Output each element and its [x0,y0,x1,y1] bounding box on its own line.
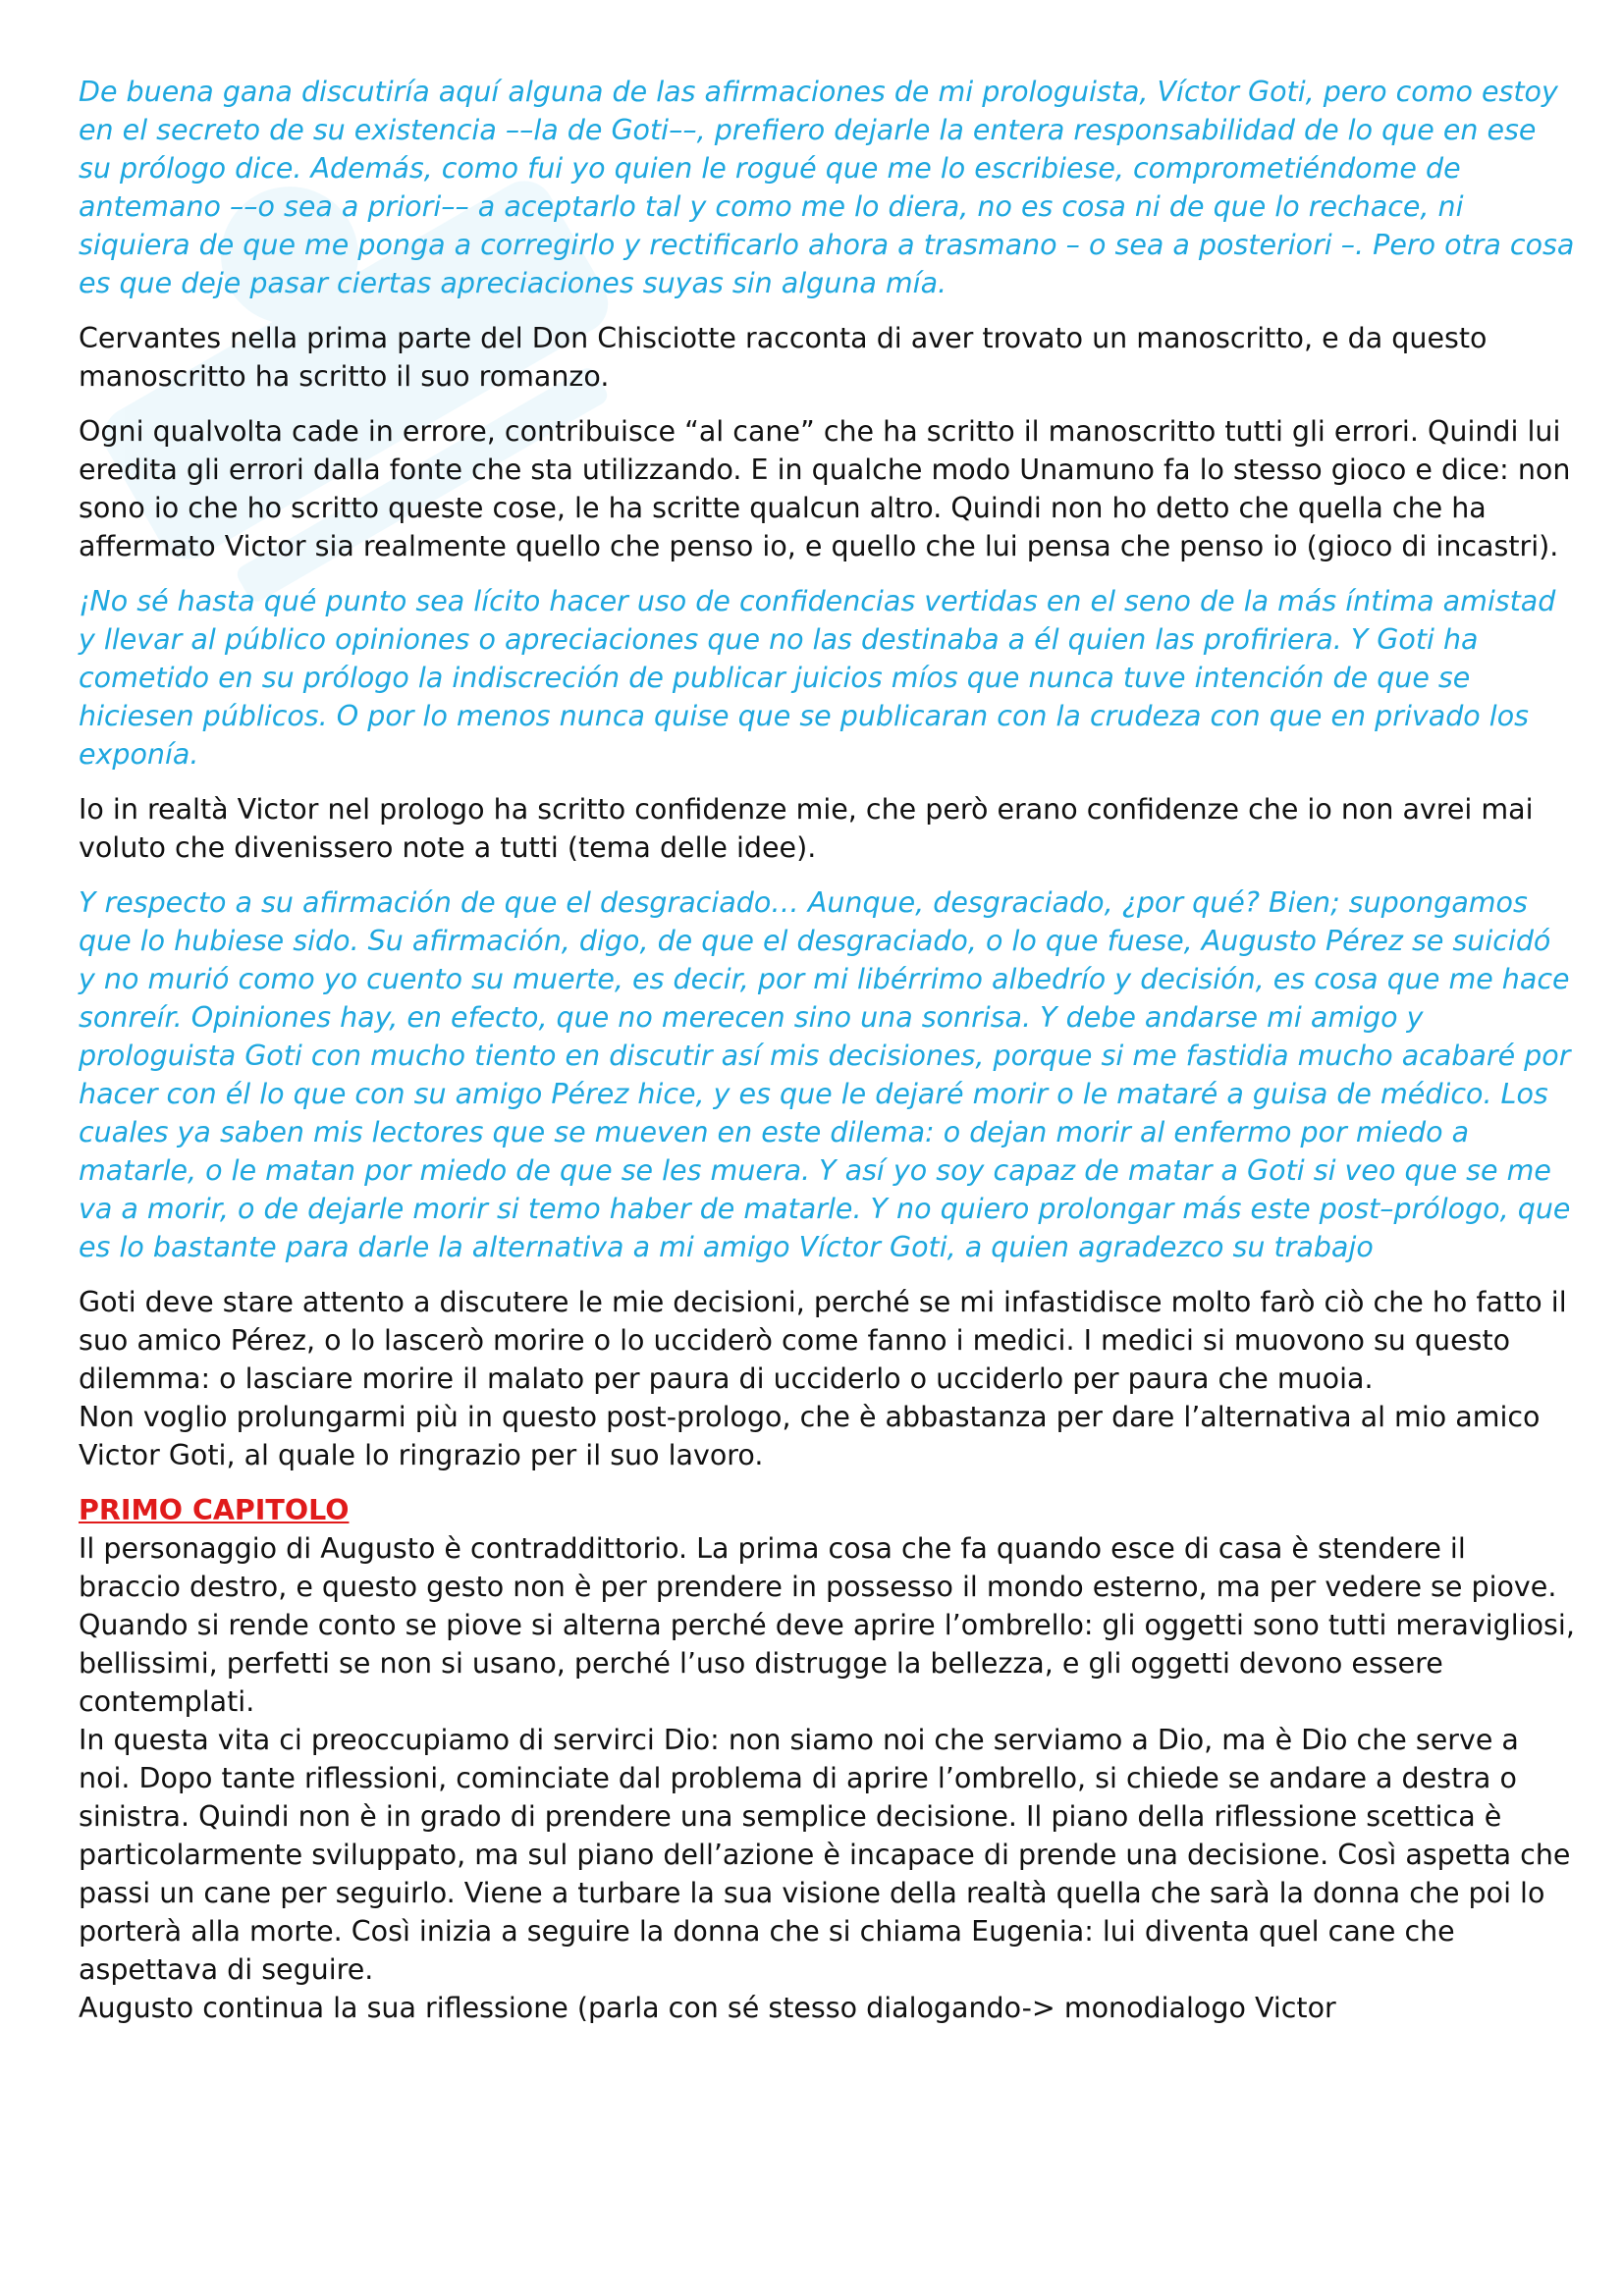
body-paragraph-4: Goti deve stare attento a discutere le mie decisioni, perché se mi infastidisce molto farò ciò che ho fatto il suo amico Pérez, o lo lascerò morire o lo ucciderò come fanno i medici. I medici si muovono su questo dilemma: o lasciare morire il malato per paura di ucciderlo o ucciderlo per paura che muoia. [79,1286,1567,1395]
chapter-paragraph-3: Augusto continua la sua riflessione (parla con sé stesso dialogando-> monodialogo Victor [79,1992,1336,2024]
quote-paragraph-2: ¡No sé hasta qué punto sea lícito hacer uso de confidencias vertidas en el seno de la más íntima amistad y llevar al público opiniones o apreciaciones que no las destinaba a él quien las profiriera. Y Goti ha cometido en su prólogo la indiscreción de publicar juicios míos que nunca tuve intención de que se hiciesen públicos. O por lo menos nunca quise que se publicaran con la crudeza con que en privado los exponía. [79,585,1556,771]
body-paragraph-2: Ogni qualvolta cade in errore, contribuisce “al cane” che ha scritto il manoscritto tutti gli errori. Quindi lui eredita gli errori dalla fonte che sta utilizzando. E in qualche modo Unamuno fa lo stesso gioco e dice: non sono io che ho scritto queste cose, le ha scritte qualcun altro. Quindi non ho detto che quella che ha affermato Victor sia realmente quello che penso io, e quello che lui pensa che penso io (gioco di incastri). [79,415,1571,562]
quote-paragraph-3: Y respecto a su afirmación de que el desgraciado… Aunque, desgraciado, ¿por qué? Bien; supongamos que lo hubiese sido. Su afirmación, digo, de que el desgraciado, o lo que fuese, Augusto Pérez se suicidó y no murió como yo cuento su muerte, es decir, por mi libérrimo albedrío y decisión, es cosa que me hace sonreír. Opiniones hay, en efecto, que no merecen sino una sonrisa. Y debe andarse mi amigo y prologuista Goti con mucho tiento en discutir así mis decisiones, porque si me fastidia mucho acabaré por hacer con él lo que con su amigo Pérez hice, y es que le dejaré morir o le mataré a guisa de médico. Los cuales ya saben mis lectores que se mueven en este dilema: o dejan morir al enfermo por miedo a matarle, o le matan por miedo de que se les muera. Y así yo soy capaz de matar a Goti si veo que se me va a morir, o de dejarle morir si temo haber de matarle. Y no quiero prolongar más este post–prólogo, que es lo bastante para darle la alternativa a mi amigo Víctor Goti, a quien agradezco su trabajo [79,886,1571,1263]
quote-paragraph-1: De buena gana discutiría aquí alguna de las afirmaciones de mi prologuista, Víctor Goti, pero como estoy en el secreto de su existencia ––la de Goti––, prefiero dejarle la entera responsabilidad de lo que en ese su prólogo dice. Además, como fui yo quien le rogué que me lo escribiese, comprometiéndome de antemano ––o sea a priori–– a aceptarlo tal y como me lo diera, no es cosa ni de que lo rechace, ni siquiera de que me ponga a corregirlo y rectificarlo ahora a trasmano – o sea a posteriori –. Pero otra cosa es que deje pasar ciertas apreciaciones suyas sin alguna mía. [79,76,1575,299]
document-page [79,73,1576,2027]
body-paragraph-1: Cervantes nella prima parte del Don Chisciotte racconta di aver trovato un manoscritto, e da questo manoscritto ha scritto il suo romanzo. [79,322,1488,393]
chapter-heading: PRIMO CAPITOLO [79,1494,350,1526]
body-paragraph-3: Io in realtà Victor nel prologo ha scritto confidenze mie, che però erano confidenze che io non avrei mai voluto che divenissero note a tutti (tema delle idee). [79,793,1534,864]
body-paragraph-5: Non voglio prolungarmi più in questo post-prologo, che è abbastanza per dare l’alternativa al mio amico Victor Goti, al quale lo ringrazio per il suo lavoro. [79,1401,1541,1471]
chapter-paragraph-1: Il personaggio di Augusto è contraddittorio. La prima cosa che fa quando esce di casa è stendere il braccio destro, e questo gesto non è per prendere in possesso il mondo esterno, ma per vedere se piove. Quando si rende conto se piove si alterna perché deve aprire l’ombrello: gli oggetti sono tutti meravigliosi, bellissimi, perfetti se non si usano, perché l’uso distrugge la bellezza, e gli oggetti devono essere contemplati. [79,1532,1575,1718]
chapter-paragraph-2: In questa vita ci preoccupiamo di servirci Dio: non siamo noi che serviamo a Dio, ma è Dio che serve a noi. Dopo tante riflessioni, cominciate dal problema di aprire l’ombrello, si chiede se andare a destra o sinistra. Quindi non è in grado di prendere una semplice decisione. Il piano della riflessione scettica è particolarmente sviluppato, ma sul piano dell’azione è incapace di prende una decisione. Così aspetta che passi un cane per seguirlo. Viene a turbare la sua visione della realtà quella che sarà la donna che poi lo porterà alla morte. Così inizia a seguire la donna che si chiama Eugenia: lui diventa quel cane che aspettava di seguire. [79,1724,1571,1986]
